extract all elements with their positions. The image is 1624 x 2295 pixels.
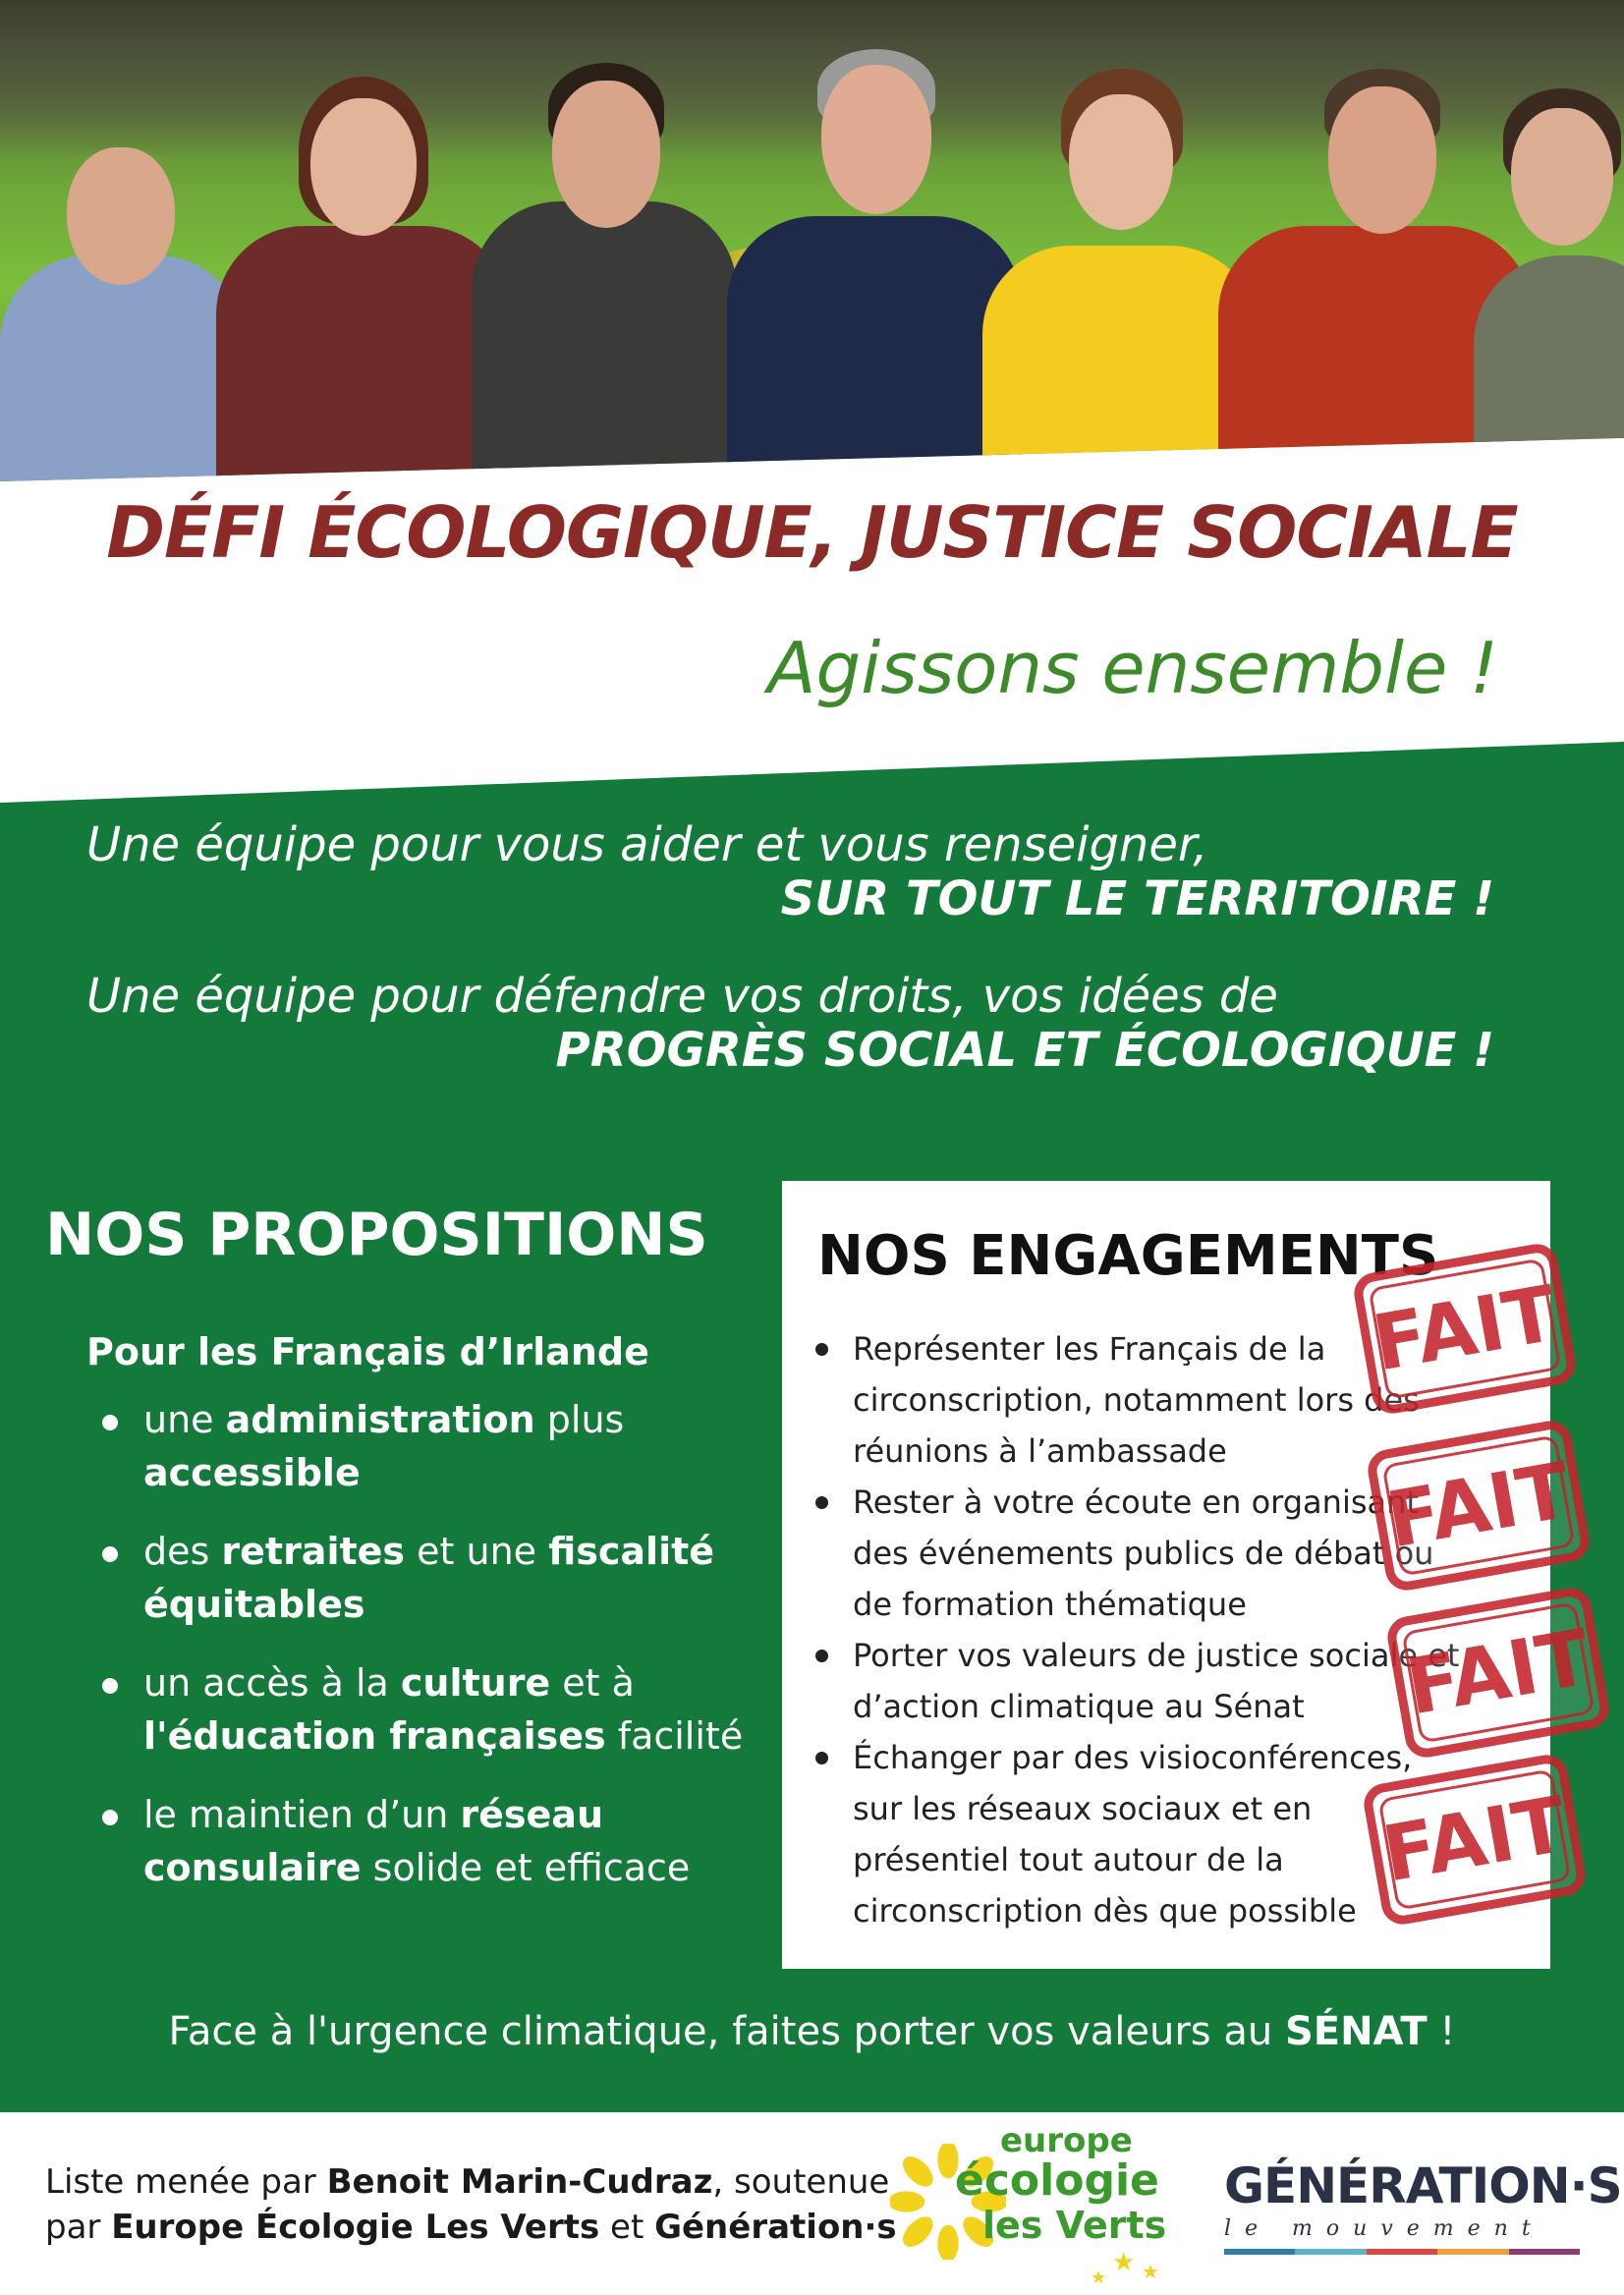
footer-credits: Liste menée par Benoit Marin-Cudraz, soutenue par Europe Écologie Les Verts et Génération·s (45, 2162, 897, 2247)
propositions-list (98, 1393, 766, 1920)
eelv-logo: europe écologie les Verts ★ ★ ★ (884, 2122, 1199, 2289)
proposition-item: des retraites et une fiscalité équitables (98, 1525, 766, 1631)
team-line-2: Une équipe pour défendre vos droits, vos idées de (86, 969, 1278, 1024)
fait-stamp: FAIT (1384, 1585, 1612, 1761)
team-member-5 (982, 69, 1258, 481)
team-member-2 (216, 69, 511, 481)
fait-stamp: FAIT (1351, 1241, 1579, 1417)
fait-stamp: FAIT (1365, 1418, 1593, 1594)
proposition-item: le maintien d’un réseau consulaire solide et efficace (98, 1788, 766, 1894)
team-line-2-bold: PROGRÈS SOCIAL ET ÉCOLOGIQUE ! (555, 1023, 1494, 1078)
generations-logo: GÉNÉRATION·S le mouvement (1224, 2157, 1588, 2255)
team-member-7 (1474, 88, 1624, 481)
star-icon: ★ (1091, 2267, 1107, 2288)
star-icon: ★ (1142, 2260, 1159, 2283)
team-member-1 (0, 147, 246, 481)
closing-line: Face à l'urgence climatique, faites porter vos valeurs au SÉNAT ! (168, 2009, 1456, 2054)
engagement-item: Porter vos valeurs de justice sociale et d’action climatique au Sénat (812, 1630, 1460, 1732)
propositions-subtitle: Pour les Français d’Irlande (86, 1330, 649, 1373)
proposition-item: un accès à la culture et à l'éducation françaises facilité (98, 1656, 766, 1763)
team-member-3 (472, 59, 737, 481)
team-photo (0, 0, 1624, 481)
engagement-item: Échanger par des visioconférences, sur les réseaux sociaux et en présentiel tout autour de la circonscription dès que possible (812, 1732, 1460, 1936)
proposition-item: une administration plus accessible (98, 1393, 766, 1499)
engagement-item: Représenter les Français de la circonscription, notamment lors des réunions à l’ambassade (812, 1323, 1460, 1477)
engagement-item: Rester à votre écoute en organisant des événements publics de débat ou de formation thématique (812, 1477, 1460, 1630)
propositions-title: NOS PROPOSITIONS (45, 1201, 708, 1269)
team-line-1: Une équipe pour vous aider et vous renseigner, (86, 817, 1208, 872)
fait-stamp: FAIT (1361, 1752, 1589, 1928)
color-bar (1224, 2249, 1580, 2255)
team-member-4 (727, 49, 1022, 481)
engagements-list (812, 1323, 1460, 1936)
page-title: DÉFI ÉCOLOGIQUE, JUSTICE SOCIALE (106, 491, 1518, 574)
star-icon: ★ (1112, 2248, 1136, 2277)
engagements-title: NOS ENGAGEMENTS (817, 1224, 1439, 1288)
team-line-1-bold: SUR TOUT LE TERRITOIRE ! (780, 871, 1494, 926)
page-subtitle: Agissons ensemble ! (767, 627, 1498, 709)
